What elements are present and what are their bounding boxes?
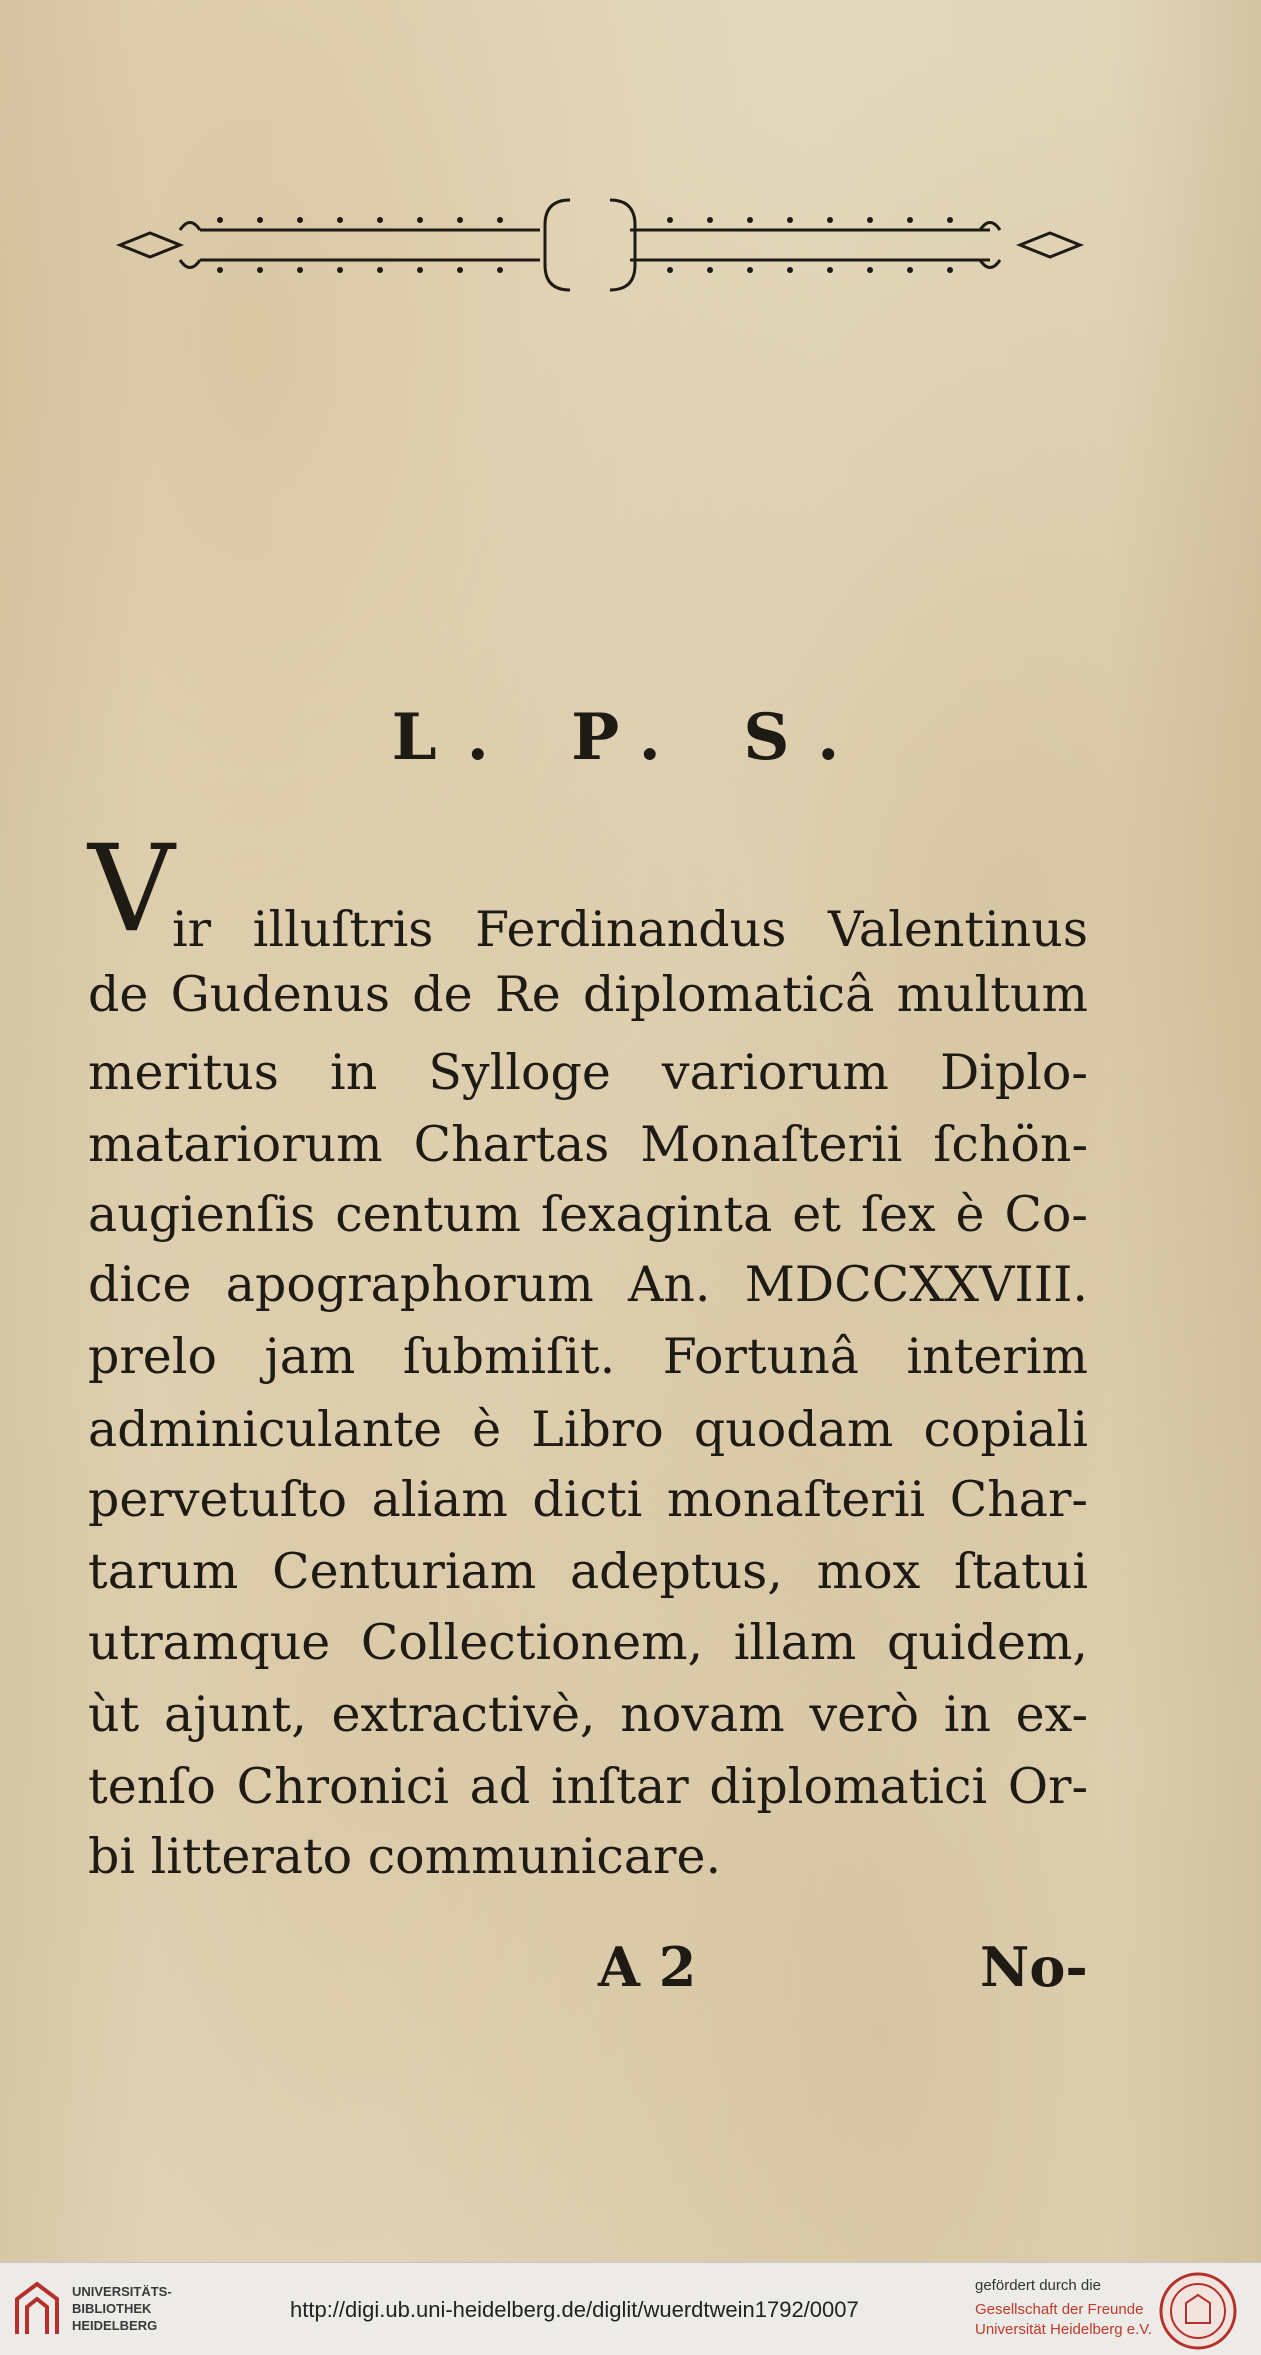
footer-bar [0,2262,1261,2355]
text-line: ùt ajunt, extractivè, novam verò in ex- [88,1686,1088,1743]
text-line: prelo jam ſubmiſit. Fortunâ interim [88,1328,1088,1385]
sponsor-block: gefördert durch die Gesellschaft der Freunde Universität Heidelberg e.V. [975,2277,1153,2338]
drop-cap: V [88,820,175,959]
text-line: adminiculante è Libro quodam copiali [88,1401,1088,1458]
text-line: meritus in Sylloge variorum Diplo- [88,1044,1088,1101]
text-line: augienſis centum ſexaginta et ſex è Co- [88,1186,1088,1243]
library-name: UNIVERSITÄTS- BIBLIOTHEK HEIDELBERG [72,2284,172,2333]
catchword: No- [980,1935,1088,1999]
text-line: utramque Collectionem, illam quidem, [88,1614,1088,1671]
signature-mark: A 2 [598,1935,697,1999]
text-line: dice apographorum An. MDCCXXVIII. [88,1256,1088,1313]
university-seal-icon [1158,2271,1238,2351]
text-line: pervetuſto aliam dicti monaſterii Char- [88,1471,1088,1528]
text-line: ir illuſtris Ferdinandus Valentinus [172,901,1088,958]
page-heading: L. P. S. [391,700,870,775]
sponsor-name: Gesellschaft der Freunde Universität Heidelberg e.V. [975,2301,1153,2338]
text-line: tarum Centuriam adeptus, mox ſtatui [88,1543,1088,1600]
text-line: tenſo Chronici ad inſtar diplomatici Or- [88,1758,1088,1815]
ornament-icon [110,190,1090,300]
permalink-url[interactable]: http://digi.ub.uni-heidelberg.de/diglit/wuerdtwein1792/0007 [290,2297,859,2322]
university-library-logo-icon [12,2279,62,2339]
text-line: bi litterato communicare. [88,1828,722,1885]
text-line: matariorum Chartas Monaſterii ſchön- [88,1116,1088,1173]
text-line: de Gudenus de Re diplomaticâ multum [88,966,1088,1023]
